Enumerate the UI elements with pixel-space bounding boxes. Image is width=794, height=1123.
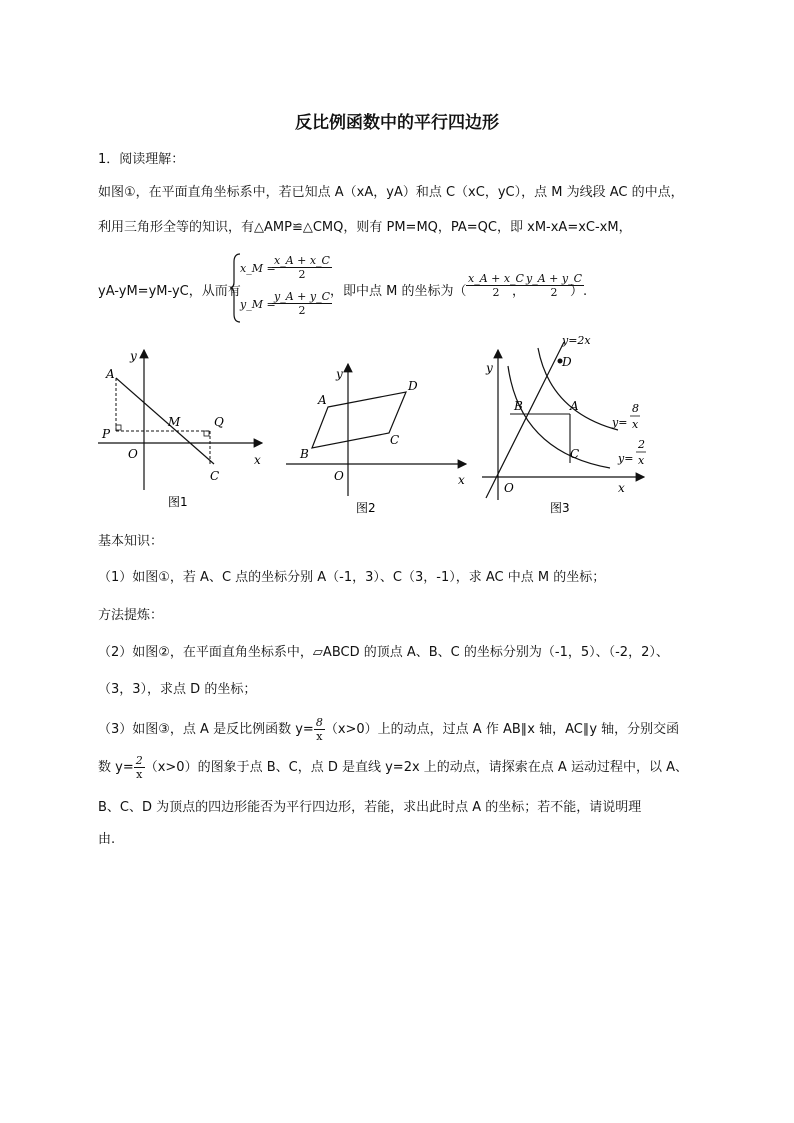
xm-lhs: x_M = [240, 262, 276, 275]
question-1-2-line2: （3，3），求点 D 的坐标； [98, 682, 257, 697]
midpoint-statement: ，即中点 M 的坐标为（ [330, 284, 467, 299]
svg-text:图1: 图1 [168, 495, 188, 509]
svg-text:x: x [618, 481, 625, 495]
midpoint-separator: ， [512, 284, 526, 299]
svg-text:O: O [128, 447, 138, 461]
svg-text:y: y [486, 361, 493, 375]
question-1-3-line2: 数 y= $\frac{2}{x}$ （x>0）的图象于点 B、C，点 D 是直线 y=2x 上的动点，请探索在点 A 运动过程中，以 A、 [98, 754, 688, 781]
svg-text:y: y [130, 349, 137, 363]
svg-text:2: 2 [638, 438, 645, 451]
svg-text:x: x [458, 473, 465, 487]
midpoint-x-fraction: $\frac{x\_A + x\_C}{2}$ [468, 272, 524, 299]
ym-fraction: $\frac{y\_A + y\_C}{2}$ [274, 290, 330, 317]
svg-text:Q: Q [214, 415, 224, 429]
svg-text:O: O [504, 481, 514, 495]
svg-text:x: x [632, 418, 639, 431]
svg-text:图2: 图2 [356, 501, 376, 515]
svg-text:M: M [168, 415, 181, 429]
question-1-1: （1）如图①，若 A、C 点的坐标分别 A（-1，3）、C（3，-1），求 AC 中点 M 的坐标； [98, 570, 606, 585]
svg-text:D: D [408, 379, 418, 393]
figure-1 [92, 340, 272, 515]
midpoint-close: ）. [570, 284, 588, 299]
figure-3 [478, 330, 653, 516]
svg-text:A: A [570, 399, 579, 413]
fraction-2-over-x: $\frac{2}{x}$ [135, 754, 143, 781]
svg-text:y: y [336, 367, 343, 381]
question-1-3-line1: （3）如图③，点 A 是反比例函数 y= $\frac{8}{x}$ （x>0）上的动点，过点 A 作 AB∥x 轴，AC∥y 轴，分别交函 [98, 716, 680, 743]
svg-text:D: D [562, 355, 572, 369]
svg-text:C: C [570, 447, 580, 461]
question-1-2-line1: （2）如图②，在平面直角坐标系中，▱ABCD 的顶点 A、B、C 的坐标分别为（-1，5）、（-2，2）、 [98, 645, 669, 660]
svg-text:C: C [210, 469, 220, 483]
ym-lhs: y_M = [240, 298, 276, 311]
xm-fraction: $\frac{x\_A + x\_C}{2}$ [274, 254, 330, 281]
svg-text:O: O [334, 469, 344, 483]
svg-text:y=: y= [612, 416, 628, 429]
question-1-3-line4: 由. [98, 832, 116, 847]
svg-text:图3: 图3 [550, 501, 570, 515]
svg-text:C: C [390, 433, 400, 447]
fraction-8-over-x: $\frac{8}{x}$ [315, 716, 323, 743]
svg-text:8: 8 [632, 402, 639, 415]
figure-2 [282, 356, 472, 516]
midpoint-y-fraction: $\frac{y\_A + y\_C}{2}$ [526, 272, 582, 299]
svg-text:A: A [106, 367, 115, 381]
basic-knowledge-heading: 基本知识： [98, 534, 164, 549]
svg-text:y=: y= [618, 452, 634, 465]
method-heading: 方法提炼： [98, 608, 164, 623]
reading-paragraph-1: 如图①，在平面直角坐标系中，若已知点 A（xA，yA）和点 C（xC，yC），点 M 为线段 AC 的中点， [98, 185, 684, 200]
svg-text:x: x [638, 454, 645, 467]
svg-text:A: A [318, 393, 327, 407]
question-1-heading: 1．阅读理解： [98, 152, 185, 167]
svg-text:y=2x: y=2x [562, 334, 591, 347]
reading-paragraph-2: 利用三角形全等的知识，有△AMP≌△CMQ，则有 PM=MQ，PA=QC，即 xM-xA=xC-xM， [98, 220, 632, 235]
svg-text:x: x [254, 453, 261, 467]
question-1-3-line3: B、C、D 为顶点的四边形能否为平行四边形，若能，求出此时点 A 的坐标；若不能，请说明理 [98, 800, 642, 815]
svg-text:B: B [514, 399, 523, 413]
svg-text:B: B [300, 447, 309, 461]
midpoint-formula-system [228, 252, 328, 324]
reading-paragraph-3: yA-yM=yM-yC，从而有 [98, 284, 241, 299]
page-title: 反比例函数中的平行四边形 [295, 113, 499, 133]
svg-text:P: P [102, 427, 111, 441]
